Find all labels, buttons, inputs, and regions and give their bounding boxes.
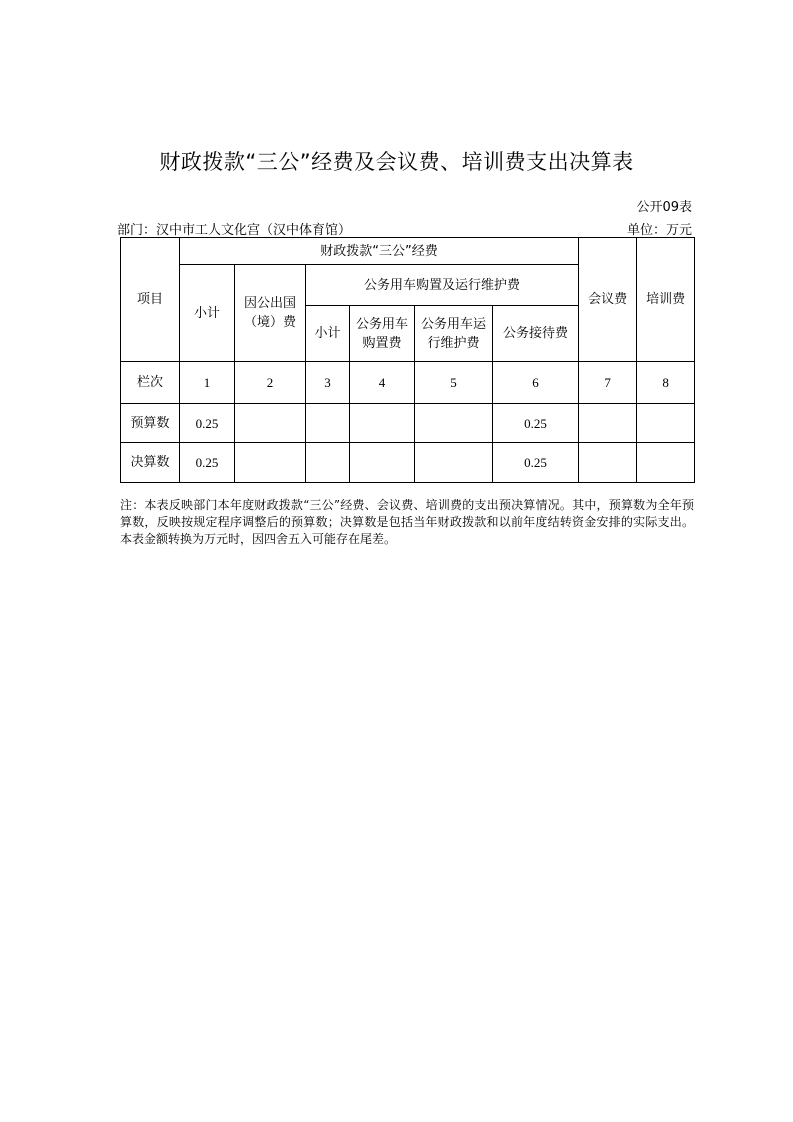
column-number: 5 bbox=[415, 362, 493, 404]
form-number: 公开09表 bbox=[636, 200, 692, 215]
table-cell bbox=[350, 443, 415, 483]
column-number: 2 bbox=[235, 362, 306, 404]
table-cell bbox=[235, 404, 306, 443]
column-number: 3 bbox=[306, 362, 350, 404]
table-cell bbox=[415, 404, 493, 443]
department-label: 部门：汉中市工人文化宫（汉中体育馆） bbox=[117, 223, 352, 238]
training-header: 培训费 bbox=[637, 238, 695, 362]
vehicle-group-header: 公务用车购置及运行维护费 bbox=[306, 265, 579, 306]
abroad-header: 因公出国（境）费 bbox=[235, 265, 306, 362]
reception-header: 公务接待费 bbox=[493, 306, 579, 362]
subtotal-header: 小计 bbox=[180, 265, 235, 362]
unit-label: 单位：万元 bbox=[626, 223, 692, 238]
row-label-budget: 预算数 bbox=[121, 404, 180, 443]
three-public-header: 财政拨款“三公”经费 bbox=[180, 238, 579, 265]
table-cell bbox=[235, 443, 306, 483]
table-cell: 0.25 bbox=[493, 443, 579, 483]
table-row bbox=[121, 443, 695, 483]
column-number: 7 bbox=[579, 362, 637, 404]
table-cell: 0.25 bbox=[180, 443, 235, 483]
table-row bbox=[121, 404, 695, 443]
vehicle-purchase-header: 公务用车购置费 bbox=[350, 306, 415, 362]
table-cell bbox=[415, 443, 493, 483]
column-row-label: 栏次 bbox=[121, 362, 180, 404]
table-cell bbox=[637, 443, 695, 483]
table-cell bbox=[350, 404, 415, 443]
column-number: 4 bbox=[350, 362, 415, 404]
meeting-header: 会议费 bbox=[579, 238, 637, 362]
column-number: 1 bbox=[180, 362, 235, 404]
row-label-final: 决算数 bbox=[121, 443, 180, 483]
vehicle-subtotal-header: 小计 bbox=[306, 306, 350, 362]
table-cell bbox=[579, 443, 637, 483]
column-number: 6 bbox=[493, 362, 579, 404]
column-number: 8 bbox=[637, 362, 695, 404]
expenditure-table bbox=[120, 237, 695, 483]
table-cell bbox=[579, 404, 637, 443]
table-cell bbox=[637, 404, 695, 443]
footnote: 注：本表反映部门本年度财政拨款“三公”经费、会议费、培训费的支出预决算情况。其中，预算数为全年预算数，反映按规定程序调整后的预算数；决算数是包括当年财政拨款和以前年度结转资金安排的实际支出。本表金额转换为万元时，因四舍五入可能存在尾差。 bbox=[120, 498, 694, 546]
table-cell: 0.25 bbox=[180, 404, 235, 443]
table-cell: 0.25 bbox=[493, 404, 579, 443]
item-header: 项目 bbox=[121, 238, 180, 362]
page-title: 财政拨款“三公”经费及会议费、培训费支出决算表 bbox=[159, 150, 634, 174]
vehicle-operation-header: 公务用车运行维护费 bbox=[415, 306, 493, 362]
table-cell bbox=[306, 404, 350, 443]
table-cell bbox=[306, 443, 350, 483]
